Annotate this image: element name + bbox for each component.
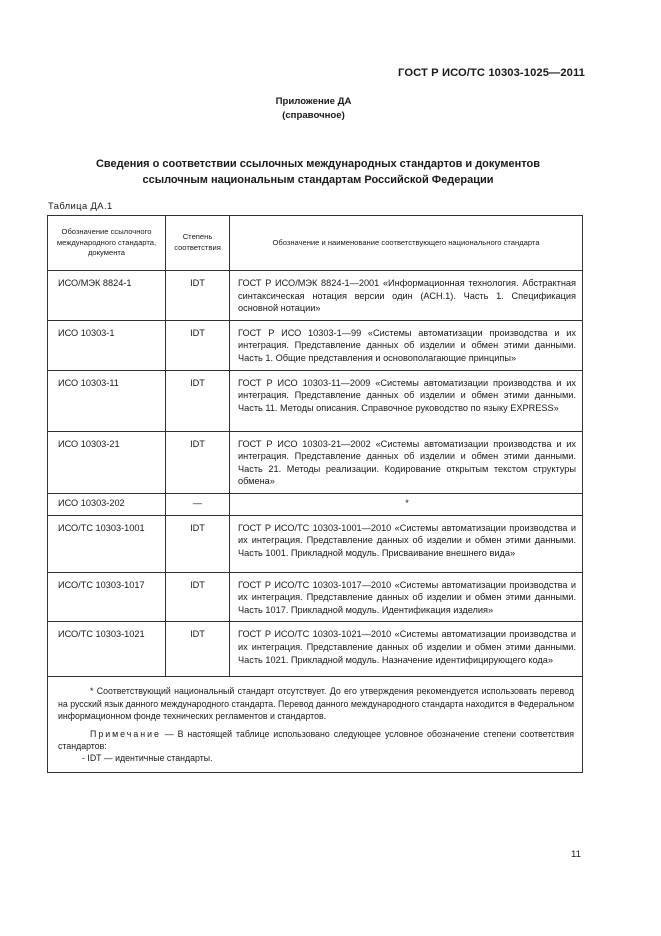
national-standard-cell: * bbox=[230, 493, 583, 515]
intl-standard-cell: ИСО 10303-202 bbox=[48, 493, 166, 515]
table-row bbox=[48, 622, 583, 677]
degree-cell: IDT bbox=[166, 320, 230, 370]
table-row bbox=[48, 493, 583, 515]
section-heading-line-2: ссылочным национальным стандартам Российской Федерации bbox=[142, 173, 494, 186]
note-text: — В настоящей таблице использовано следующее условное обозначение степени соответствия стандартов: bbox=[58, 728, 574, 752]
appendix-name: Приложение ДА bbox=[275, 96, 352, 107]
table-label: Таблица ДА.1 bbox=[48, 200, 113, 211]
table-row bbox=[48, 271, 583, 321]
intl-standard-cell: ИСО/ТС 10303-1021 bbox=[48, 622, 166, 677]
national-standard-cell: ГОСТ Р ИСО/ТС 10303-1001—2010 «Системы автоматизации производства и их интеграция. Представление данных об изделии и обмен этими данными. Часть 1001. Прикладной модуль. Присваивание внешнего вида» bbox=[230, 515, 583, 572]
intl-standard-cell: ИСО/ТС 10303-1001 bbox=[48, 515, 166, 572]
appendix-title bbox=[0, 95, 627, 122]
degree-cell: IDT bbox=[166, 515, 230, 572]
table-row bbox=[48, 431, 583, 493]
intl-standard-cell: ИСО/ТС 10303-1017 bbox=[48, 572, 166, 622]
note bbox=[58, 728, 574, 752]
section-heading bbox=[0, 157, 636, 188]
degree-cell: — bbox=[166, 493, 230, 515]
page-number: 11 bbox=[571, 849, 581, 860]
national-standard-cell: ГОСТ Р ИСО 10303-21—2002 «Системы автоматизации производства и их интеграция. Представление данных об изделии и обмен этими данными. Часть 21. Методы реализации. Кодирование открытым текстом структуры обмена» bbox=[230, 431, 583, 493]
footnote: * Соответствующий национальный стандарт отсутствует. До его утверждения рекомендуется использовать перевод на русский язык данного международного стандарта. Перевод данного международного стандарта находится в Федеральном информационном фонде технических регламентов и стандартов. bbox=[58, 686, 574, 721]
note-label: Примечание bbox=[90, 728, 161, 739]
degree-cell: IDT bbox=[166, 431, 230, 493]
national-standard-cell: ГОСТ Р ИСО/ТС 10303-1021—2010 «Системы автоматизации производства и их интеграция. Представление данных об изделии и обмен этими данными. Часть 1021. Прикладной модуль. Назначение идентифицирующего кода» bbox=[230, 622, 583, 677]
table-row bbox=[48, 320, 583, 370]
header-intl-standard: Обозначение ссылочного международного стандарта, документа bbox=[48, 216, 166, 271]
section-heading-line-1: Сведения о соответствии ссылочных международных стандартов и документов bbox=[95, 158, 541, 170]
national-standard-cell: ГОСТ Р ИСО 10303-11—2009 «Системы автоматизации производства и их интеграция. Представление данных об изделии и обмен этими данными. Часть 11. Методы описания. Справочное руководство по языку EXPRESS» bbox=[230, 370, 583, 431]
degree-cell: IDT bbox=[166, 572, 230, 622]
degree-cell: IDT bbox=[166, 622, 230, 677]
table-notes-row bbox=[48, 677, 583, 772]
intl-standard-cell: ИСО 10303-1 bbox=[48, 320, 166, 370]
header-national-standard: Обозначение и наименование соответствующего национального стандарта bbox=[230, 216, 583, 271]
table-header-row bbox=[48, 216, 583, 271]
table-row bbox=[48, 515, 583, 572]
intl-standard-cell: ИСО/МЭК 8824-1 bbox=[48, 271, 166, 321]
national-standard-cell: ГОСТ Р ИСО/МЭК 8824-1—2001 «Информационная технология. Абстрактная синтаксическая нотация версии один (АСН.1). Часть 1. Спецификация основной нотации» bbox=[230, 271, 583, 321]
correspondence-table bbox=[47, 215, 583, 773]
note-item: - IDT — идентичные стандарты. bbox=[82, 753, 213, 764]
national-standard-cell: ГОСТ Р ИСО/ТС 10303-1017—2010 «Системы автоматизации производства и их интеграция. Представление данных об изделии и обмен этими данными. Часть 1017. Прикладной модуль. Идентификация изделия» bbox=[230, 572, 583, 622]
national-standard-cell: ГОСТ Р ИСО 10303-1—99 «Системы автоматизации производства и их интеграция. Представление данных об изделии и обмен этими данными. Часть 1. Общие представления и основополагающие принципы» bbox=[230, 320, 583, 370]
table-row bbox=[48, 572, 583, 622]
degree-cell: IDT bbox=[166, 271, 230, 321]
document-code: ГОСТ Р ИСО/ТС 10303-1025—2011 bbox=[398, 67, 585, 79]
intl-standard-cell: ИСО 10303-21 bbox=[48, 431, 166, 493]
intl-standard-cell: ИСО 10303-11 bbox=[48, 370, 166, 431]
degree-cell: IDT bbox=[166, 370, 230, 431]
appendix-type: (справочное) bbox=[282, 109, 345, 121]
table-row bbox=[48, 370, 583, 431]
table-notes bbox=[48, 677, 583, 772]
header-degree: Степень соответствия bbox=[166, 216, 230, 271]
